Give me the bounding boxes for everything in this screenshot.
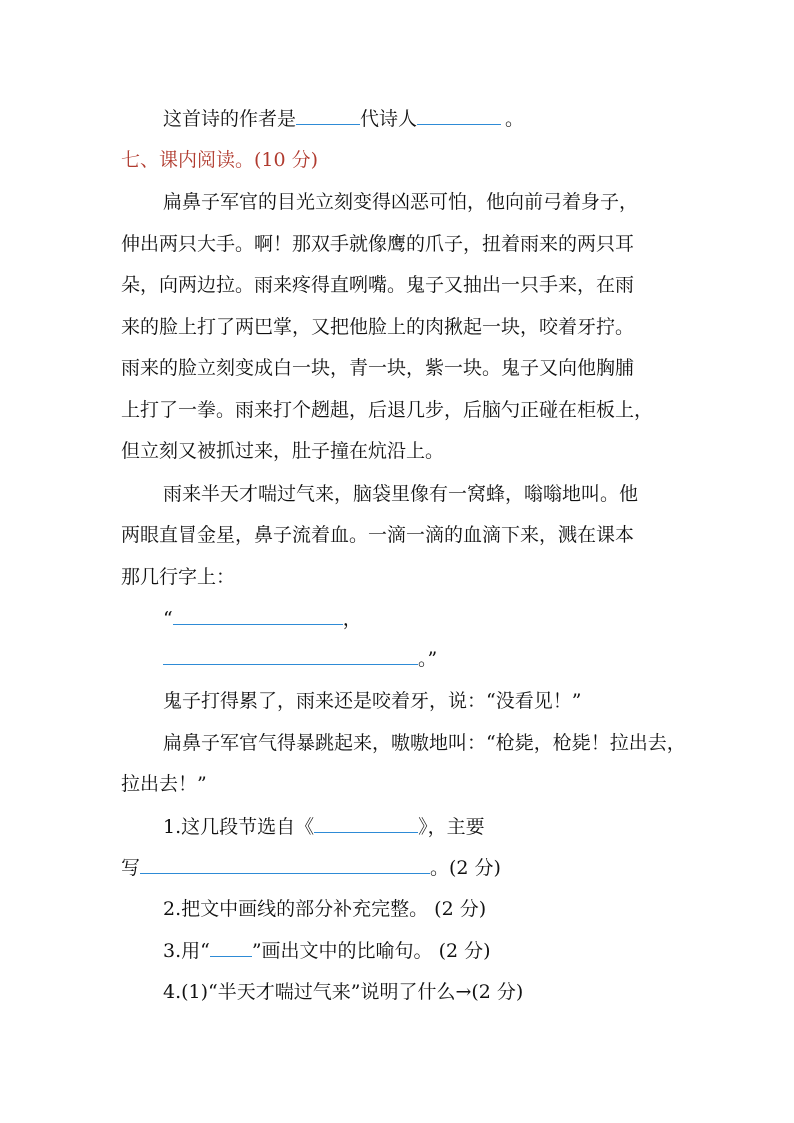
quote-blank-1[interactable] xyxy=(173,606,343,625)
passage-3: 鬼子打得累了，雨来还是咬着牙，说：“没看见！” xyxy=(163,690,582,712)
question-1-blank-content[interactable] xyxy=(140,855,430,874)
passage-2-line-1: 雨来半天才喘过气来，脑袋里像有一窝蜂，嗡嗡地叫。他 xyxy=(163,483,639,505)
passage-1-line-7: 但立刻又被抓过来，肚子撞在炕沿上。 xyxy=(121,440,445,462)
passage-2-line-3: 那几行字上： xyxy=(121,566,236,588)
section-heading: 七、课内阅读。(10 分) xyxy=(121,149,319,171)
question-1-text-c: 写 xyxy=(121,857,141,879)
passage-4-line-1: 扁鼻子军官气得暴跳起来，嗷嗷地叫：“枪毙，枪毙！拉出去， xyxy=(163,732,686,754)
quote-open: “ xyxy=(163,608,173,630)
passage-2-line-2: 两眼直冒金星，鼻子流着血。一滴一滴的血滴下来，溅在课本 xyxy=(121,524,635,546)
quote-comma: ， xyxy=(342,608,362,630)
question-3-text-a: 3.用“ xyxy=(163,940,210,962)
question-1-blank-title[interactable] xyxy=(314,814,418,833)
passage-1-line-4: 来的脸上打了两巴掌，又把他脸上的肉揪起一块，咬着牙拧。 xyxy=(121,316,635,338)
question-1-text-d: 。(2 分) xyxy=(430,857,501,879)
question-3-blank[interactable] xyxy=(210,938,252,957)
poem-author-text: 这首诗的作者是 xyxy=(163,108,297,130)
passage-1-line-1: 扁鼻子军官的目光立刻变得凶恶可怕，他向前弓着身子， xyxy=(163,191,639,213)
question-1-line-2 xyxy=(121,855,501,880)
quote-line-2 xyxy=(163,646,437,671)
question-1-text-a: 1.这几段节选自《 xyxy=(163,816,315,838)
question-2: 2.把文中画线的部分补充完整。 (2 分) xyxy=(163,898,487,920)
question-3-text-b: ”画出文中的比喻句。 (2 分) xyxy=(251,940,491,962)
passage-4-line-2: 拉出去！” xyxy=(121,773,207,795)
poem-author-line xyxy=(163,106,524,131)
passage-1-line-6: 上打了一拳。雨来打个趔趄，后退几步，后脑勺正碰在柜板上， xyxy=(121,399,654,421)
quote-blank-2[interactable] xyxy=(163,646,418,665)
question-1-line-1 xyxy=(163,814,485,839)
passage-1-line-3: 朵，向两边拉。雨来疼得直咧嘴。鬼子又抽出一只手来，在雨 xyxy=(121,274,635,296)
quote-line-1 xyxy=(163,606,362,631)
question-4: 4.(1)“半天才喘过气来”说明了什么→(2 分) xyxy=(163,981,524,1003)
dynasty-blank[interactable] xyxy=(296,106,360,125)
question-1-text-b: 》，主要 xyxy=(418,816,485,838)
question-3 xyxy=(163,938,491,963)
passage-1-line-2: 伸出两只大手。啊！那双手就像鹰的爪子，扭着雨来的两只耳 xyxy=(121,233,635,255)
poem-line-end: 。 xyxy=(505,108,525,130)
poet-text: 代诗人 xyxy=(360,108,418,130)
passage-1-line-5: 雨来的脸立刻变成白一块，青一块，紫一块。鬼子又向他胸脯 xyxy=(121,357,635,379)
poet-blank[interactable] xyxy=(417,106,501,125)
quote-close: 。” xyxy=(418,648,438,670)
